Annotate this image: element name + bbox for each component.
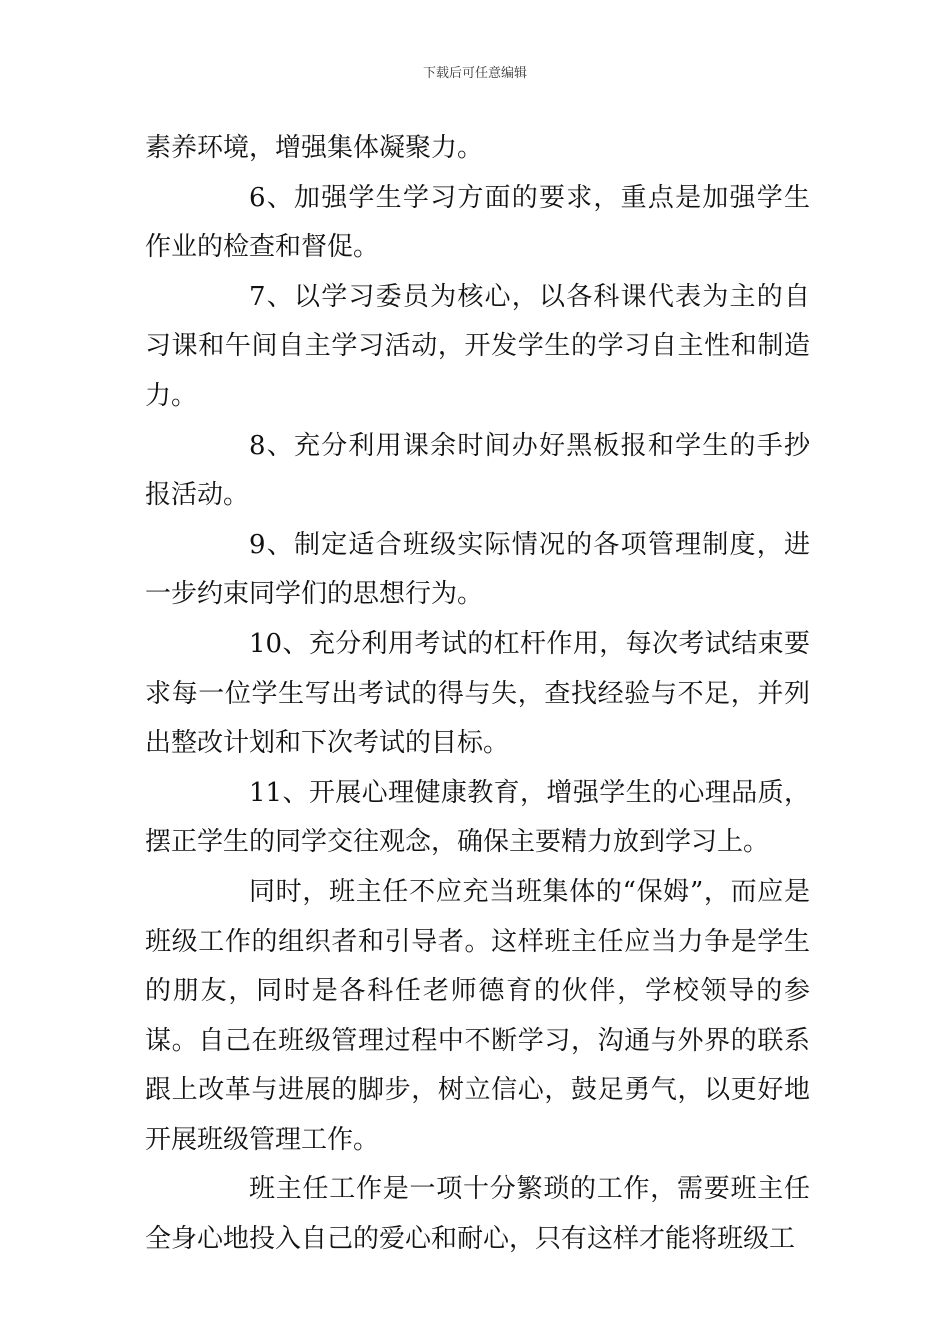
paragraph-item-8: 8、充分利用课余时间办好黑板报和学生的手抄报活动。 bbox=[145, 430, 810, 511]
paragraph-conclusion: 班主任工作是一项十分繁琐的工作，需要班主任全身心地投入自己的爱心和耐心，只有这样才能将班级工 bbox=[145, 1174, 810, 1255]
paragraph-continuation: 素养环境，增强集体凝聚力。 bbox=[145, 133, 484, 163]
page-header: 下载后可任意编辑 bbox=[422, 66, 527, 81]
paragraph-item-9: 9、制定适合班级实际情况的各项管理制度，进一步约束同学们的思想行为。 bbox=[145, 529, 810, 610]
paragraph-item-6: 6、加强学生学习方面的要求，重点是加强学生作业的检查和督促。 bbox=[145, 182, 810, 263]
paragraph-item-10: 10、充分利用考试的杠杆作用，每次考试结束要求每一位学生写出考试的得与失，查找经验与不足，并列出整改计划和下次考试的目标。 bbox=[145, 628, 810, 759]
paragraph-head-teacher-role: 同时，班主任不应充当班集体的“保姆”，而应是班级工作的组织者和引导者。这样班主任应当力争是学生的朋友，同时是各科任老师德育的伙伴，学校领导的参谋。自己在班级管理过程中不断学习，沟通与外界的联系跟上改革与进展的脚步，树立信心，鼓足勇气，以更好地开展班级管理工作。 bbox=[145, 876, 810, 1155]
document-body bbox=[145, 124, 810, 1265]
paragraph-item-7: 7、以学习委员为核心，以各科课代表为主的自习课和午间自主学习活动，开发学生的学习自主性和制造力。 bbox=[145, 281, 810, 411]
paragraph-item-11: 11、开展心理健康教育，增强学生的心理品质，摆正学生的同学交往观念，确保主要精力放到学习上。 bbox=[145, 777, 810, 858]
